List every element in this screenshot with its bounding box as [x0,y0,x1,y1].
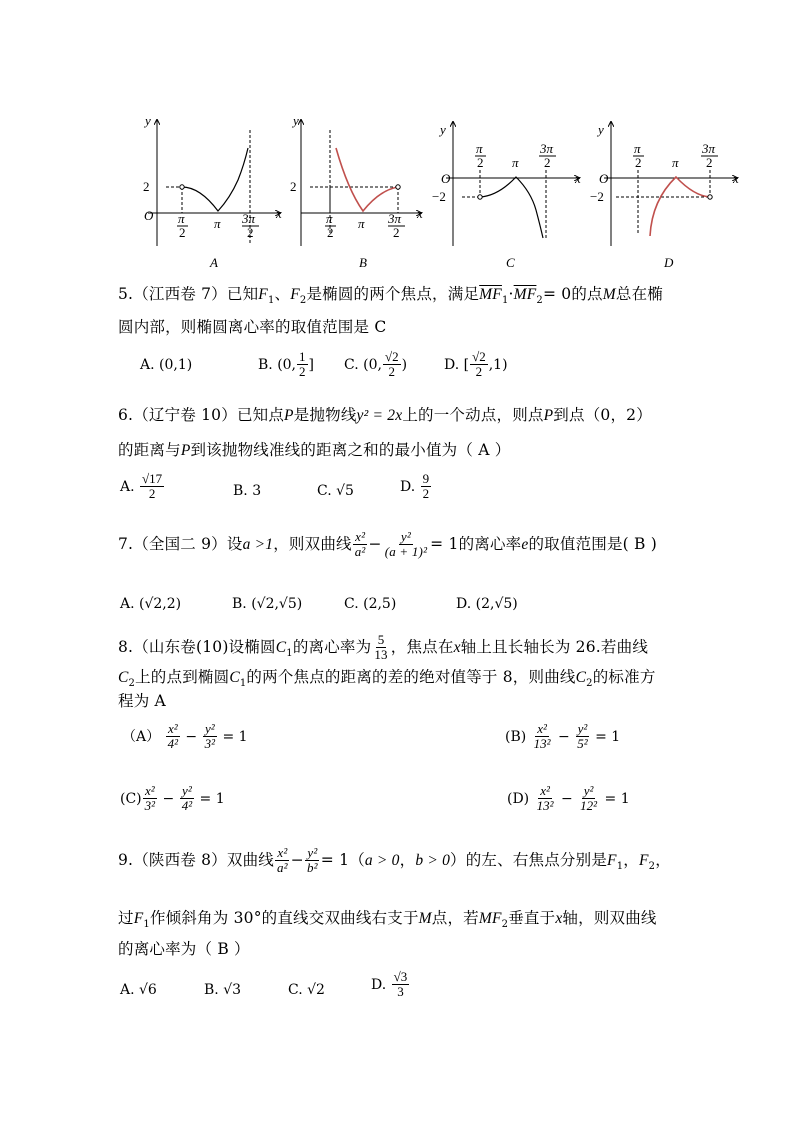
tick-3pi-den: 2 [544,155,551,170]
graph-letter: B [359,255,367,270]
graph-b [288,110,438,274]
q8-option-a: （A） $\frac{\text{x²}}{\text{4²}}$ − $\frac{\text{y²}}{\text{3²}}$ = 1 [122,721,248,752]
y-label: y [145,113,151,128]
tick-pi-half-num: π [178,211,185,226]
tick-pi-half-den: 2 [635,155,642,170]
tick-pi-half-num: π [476,141,483,156]
x-label: x [276,206,282,221]
tick-3pi-den: 2 [706,155,713,170]
y-label: y [440,122,446,137]
graph-letter: A [210,255,218,270]
q8-option-d: (D) $\frac{\text{x²}}{\text{13²}}$ − $\frac{\text{y²}}{\text{12²}}$ = 1 [507,783,630,814]
q5-option-c: C. (0, $\frac{√2}{2}$ ) [344,349,408,380]
q6-option-b: B. 3 [233,483,262,499]
tick-pi-half-den: 2 [327,225,334,240]
tick-3pi-num: 3π [388,211,402,226]
q8-line2: $C_2$上的点到椭圆$C_1$的两个焦点的距离的差的绝对值等于 8，则曲线$C_2$的标准方 [118,668,656,690]
y-value-label: −2 [432,189,446,204]
q5-line2: 圆内部，则椭圆离心率的取值范围是 C [118,318,387,336]
tick-pi: π [358,216,365,231]
q5-option-a: A. (0,1) [140,357,193,373]
q5-line1: 5.（江西卷 7）已知$F_1$、$F_2$是椭圆的两个焦点，满足$\overline{MF}_1\cdot\overline{MF}_2= 0$的点M总在椭 [118,285,663,307]
q6-line2: 的距离与P到该抛物线准线的距离之和的最小值为（ A ） [118,441,511,459]
q6-line1: 6.（辽宁卷 10）已知点P是抛物线y² = 2x上的一个动点，则点P到点（0，2） [118,406,652,424]
q9-option-d: D. $\frac{√3}{3}$ [371,969,408,1000]
origin-label: O [144,208,154,223]
y-value-label: 2 [143,179,150,194]
q6-option-a: A. $\frac{√17}{2}$ [120,471,163,502]
graph-letter: D [664,255,674,270]
q8-option-b: (B) $\frac{\text{x²}}{\text{13²}}$ − $\frac{\text{y²}}{\text{5²}}$ = 1 [505,721,621,752]
q7-option-b: B. (√2,√5) [232,596,303,612]
y-label: y [293,113,299,128]
tick-pi-half-den: 2 [477,155,484,170]
x-label: x [733,171,739,186]
origin-label: O [441,171,451,186]
tick-3pi-num: 3π [702,141,716,156]
tick-pi: π [672,155,679,170]
q6-option-d: D. $\frac{9}{2}$ [400,471,430,502]
q9-line1: 9.（陕西卷 8）双曲线 $\frac{\text{x²}}{\text{a²}}$ − $\frac{\text{y²}}{\text{b²}}$ = 1（a > 0，b > 0）的左、右焦点分别是$F_1$，$F_2$， [118,845,671,876]
q8-option-c: (C) $\frac{\text{x²}}{\text{3²}}$ − $\frac{\text{y²}}{\text{4²}}$ = 1 [120,783,225,814]
x-label: x [575,171,581,186]
curve [650,177,710,236]
curve [336,148,398,211]
origin-label: O [599,171,609,186]
q7-option-c: C. (2,5) [344,596,397,612]
tick-pi-half-num: π [634,141,641,156]
graph-a [140,110,290,274]
q9-line3: 的离心率为（ B ） [118,940,250,958]
graph-letter: C [506,255,515,270]
x-label: x [417,206,423,221]
q5-option-d: D. [ $\frac{√2}{2}$ ,1) [444,349,508,380]
tick-3pi-num: 3π [242,211,256,226]
tick-3pi-den: 2 [393,225,400,240]
y-value-label: −2 [590,189,604,204]
q6-option-c: C. √5 [317,483,354,499]
tick-pi-half-num: π [326,211,333,226]
tick-3pi-num: 3π [540,141,554,156]
q7-option-a: A. (√2,2) [120,596,182,612]
tick-pi: π [214,216,221,231]
y-label: y [598,122,604,137]
y-value-label: 2 [290,179,297,194]
q9-option-b: B. √3 [204,982,242,998]
q5-option-b: B. (0, $\frac{1}{2}$ ] [258,349,314,380]
q8-line3: 程为 A [118,692,166,710]
q9-line2: 过$F_1$作倾斜角为 30°的直线交双曲线右支于M点，若$MF_2$垂直于x轴，则双曲线 [118,909,657,931]
tick-pi: π [512,155,519,170]
q7-option-d: D. (2,√5) [456,596,518,612]
q7-line1: 7.（全国二 9）设a >1，则双曲线 $\frac{\text{x²}}{\text{a²}}$ − $\frac{\text{y²}}{\text{(a + 1)²}}$ = 1的离心率e的取值范围是( B ) [118,529,658,560]
graph-c [432,110,586,274]
q9-option-c: C. √2 [288,982,325,998]
tick-3pi-den: 2 [247,225,254,240]
q8-line1: 8.（山东卷(10)设椭圆$C_1$的离心率为 $\frac{5}{13}$ ，焦点在x轴上且长轴长为 26.若曲线 [118,632,649,663]
tick-pi-half-den: 2 [179,225,186,240]
q9-option-a: A. √6 [120,982,157,998]
graph-d [590,110,744,274]
